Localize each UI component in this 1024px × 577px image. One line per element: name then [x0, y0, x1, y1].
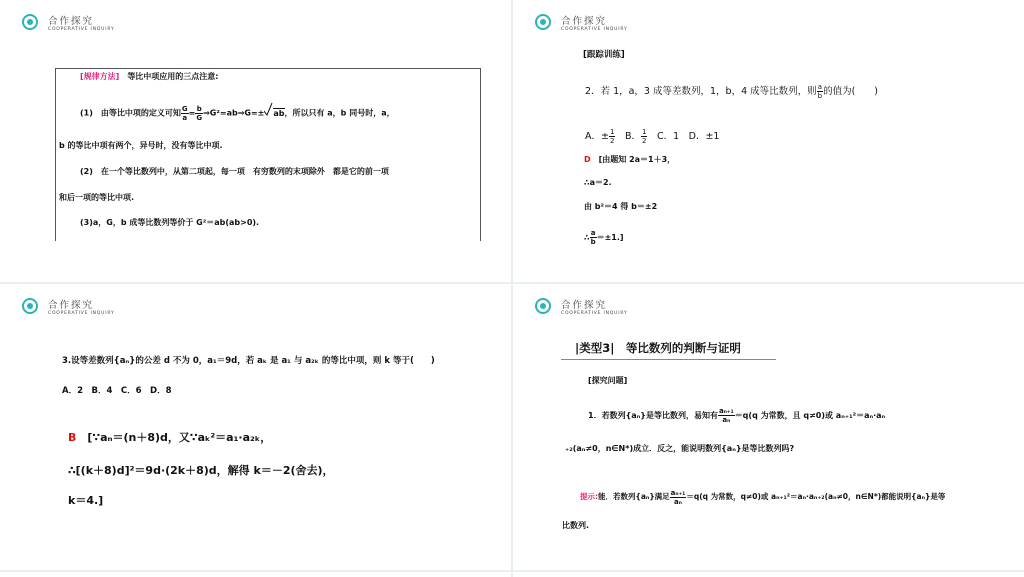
- frac-num: a: [817, 83, 823, 91]
- slide-2: [513, 0, 1024, 282]
- brand-subtitle: COOPERATIVE INQUIRY: [561, 27, 628, 32]
- options-2: [585, 122, 719, 152]
- rule-method-box: [55, 68, 481, 241]
- option-b-fraction: [641, 128, 647, 145]
- frac-den: 2: [641, 137, 647, 145]
- answer-letter: B: [68, 431, 77, 444]
- item1-suffix: ，所以只有 a，b 同号时，a，: [284, 108, 395, 118]
- brand-title: 合作探究: [561, 16, 608, 27]
- hint-line-2: 比数列.: [562, 521, 590, 530]
- rule-title: 等比中项应用的三点注意:: [127, 72, 219, 81]
- frac-num: aₙ₊₁: [670, 488, 686, 497]
- therefore-symbol: ∴: [584, 233, 590, 242]
- question-2: [585, 82, 878, 102]
- solution-line-2: ∴a＝2.: [584, 178, 612, 187]
- slide-5-partial: [0, 572, 511, 577]
- equals-sign: =: [188, 108, 196, 118]
- training-tag: [跟踪训练]: [583, 50, 625, 60]
- explore-question-line-2: ₊₂(aₙ≠0，n∈N*)成立．反之，能说明数列{aₙ}是等比数列吗?: [565, 444, 795, 453]
- slide-3: [0, 284, 511, 570]
- brand-logo-icon: [535, 298, 551, 314]
- brand-subtitle: COOPERATIVE INQUIRY: [48, 311, 115, 316]
- frac-den: aₙ: [722, 416, 731, 424]
- explore-question: [588, 405, 885, 427]
- hint-suffix: ＝q(q 为常数，q≠0)或 aₙ₊₁²＝aₙ·aₙ₊₂(aₙ≠0，n∈N*)都能说明{aₙ}是等: [686, 492, 946, 501]
- slide-1: [0, 0, 511, 282]
- item1-prefix: (1) 由等比中项的定义可知: [80, 108, 181, 118]
- slide-6-partial: [513, 572, 1024, 577]
- frac-num: aₙ₊₁: [719, 407, 734, 415]
- hint-label: 提示:: [580, 492, 598, 501]
- type-3-heading: |类型3| 等比数列的判断与证明: [575, 341, 741, 355]
- rule-heading: [80, 72, 219, 82]
- rule-item-1-line2: b 的等比中项有两个，异号时，没有等比中项.: [59, 141, 223, 150]
- rule-item-3: (3)a，G，b 成等比数列等价于 G²＝ab(ab>0).: [80, 218, 260, 227]
- option-a-fraction: [609, 128, 615, 145]
- brand-subtitle: COOPERATIVE INQUIRY: [561, 311, 628, 316]
- question-prefix: 1．若数列{aₙ}是等比数列，易知有: [588, 411, 718, 420]
- frac-den: aₙ: [674, 497, 682, 506]
- frac-num: 1: [609, 128, 615, 136]
- question-text: 2．若 1，a，3 成等差数列，1，b，4 成等比数列，则: [585, 86, 817, 97]
- solution-3-line-3: k＝4.]: [68, 494, 104, 507]
- sqrt-content: ab: [273, 108, 285, 118]
- options-c-d: C．1 D．±1: [656, 131, 720, 142]
- brand-title: 合作探究: [48, 16, 95, 27]
- solution-text: [由题知 2a＝1＋3，: [598, 155, 676, 164]
- frac-num: 1: [641, 128, 647, 136]
- frac-num: a: [590, 229, 596, 237]
- result-text: ＝±1.]: [596, 233, 624, 242]
- rule-item-2-line1: (2) 在一个等比数列中，从第二项起，每一项 有穷数列的末项除外 都是它的前一项: [80, 167, 389, 176]
- solution-3-line-1: [68, 431, 271, 445]
- rule-item-2-line2: 和后一项的等比中项.: [59, 193, 135, 202]
- item1-mid: ⇒G²=ab⇒G=±: [203, 108, 265, 118]
- frac-num: b: [196, 104, 202, 113]
- rule-item-1: [80, 102, 395, 124]
- brand-logo-icon: [22, 14, 38, 30]
- heading-underline: [561, 359, 776, 360]
- answer-letter: D: [584, 155, 591, 164]
- frac-den: a: [182, 113, 188, 122]
- brand-logo-icon: [535, 14, 551, 30]
- question-3: 3.设等差数列{aₙ}的公差 d 不为 0，a₁＝9d，若 aₖ 是 a₁ 与 a₂ₖ 的等比中项，则 k 等于( ): [62, 356, 435, 366]
- slide-4: [513, 284, 1024, 570]
- brand-title: 合作探究: [561, 300, 608, 311]
- frac-den: b: [590, 238, 596, 246]
- options-3: A．2 B．4 C．6 D．8: [62, 386, 172, 396]
- question-suffix: ＝q(q 为常数，且 q≠0)或 aₙ₊₁²＝aₙ·aₙ: [734, 411, 886, 420]
- fraction-ratio: [670, 489, 687, 506]
- solution-text: [∵aₙ＝(n＋8)d，又∵aₖ²＝a₁·a₂ₖ，: [87, 431, 272, 444]
- solution-3-line-2: ∴[(k＋8)d]²＝9d·(2k＋8)d，解得 k＝－2(舍去)，: [68, 464, 334, 477]
- option-b-prefix: B．: [624, 131, 641, 142]
- frac-den: 2: [609, 137, 615, 145]
- fraction-a-over-b: [590, 229, 597, 246]
- option-a-prefix: A．±: [585, 131, 609, 142]
- brand-subtitle: COOPERATIVE INQUIRY: [48, 27, 115, 32]
- frac-den: b: [817, 92, 823, 100]
- frac-num: G: [181, 104, 188, 113]
- solution-line-3: 由 b²＝4 得 b＝±2: [584, 202, 658, 211]
- solution-line-4: [584, 228, 624, 248]
- rule-tag: [规律方法]: [80, 72, 120, 81]
- brand-logo-icon: [22, 298, 38, 314]
- fraction-ratio: [718, 407, 735, 424]
- frac-den: G: [196, 113, 203, 122]
- hint: [580, 486, 945, 508]
- solution-line-1: [584, 155, 675, 165]
- explore-tag: [探究问题]: [588, 376, 628, 385]
- fraction-b-over-g: [195, 105, 203, 122]
- fraction-g-over-a: [181, 105, 189, 122]
- brand-title: 合作探究: [48, 300, 95, 311]
- question-end: 的值为( ): [823, 86, 879, 97]
- hint-prefix: 能．若数列{aₙ}满足: [598, 492, 670, 501]
